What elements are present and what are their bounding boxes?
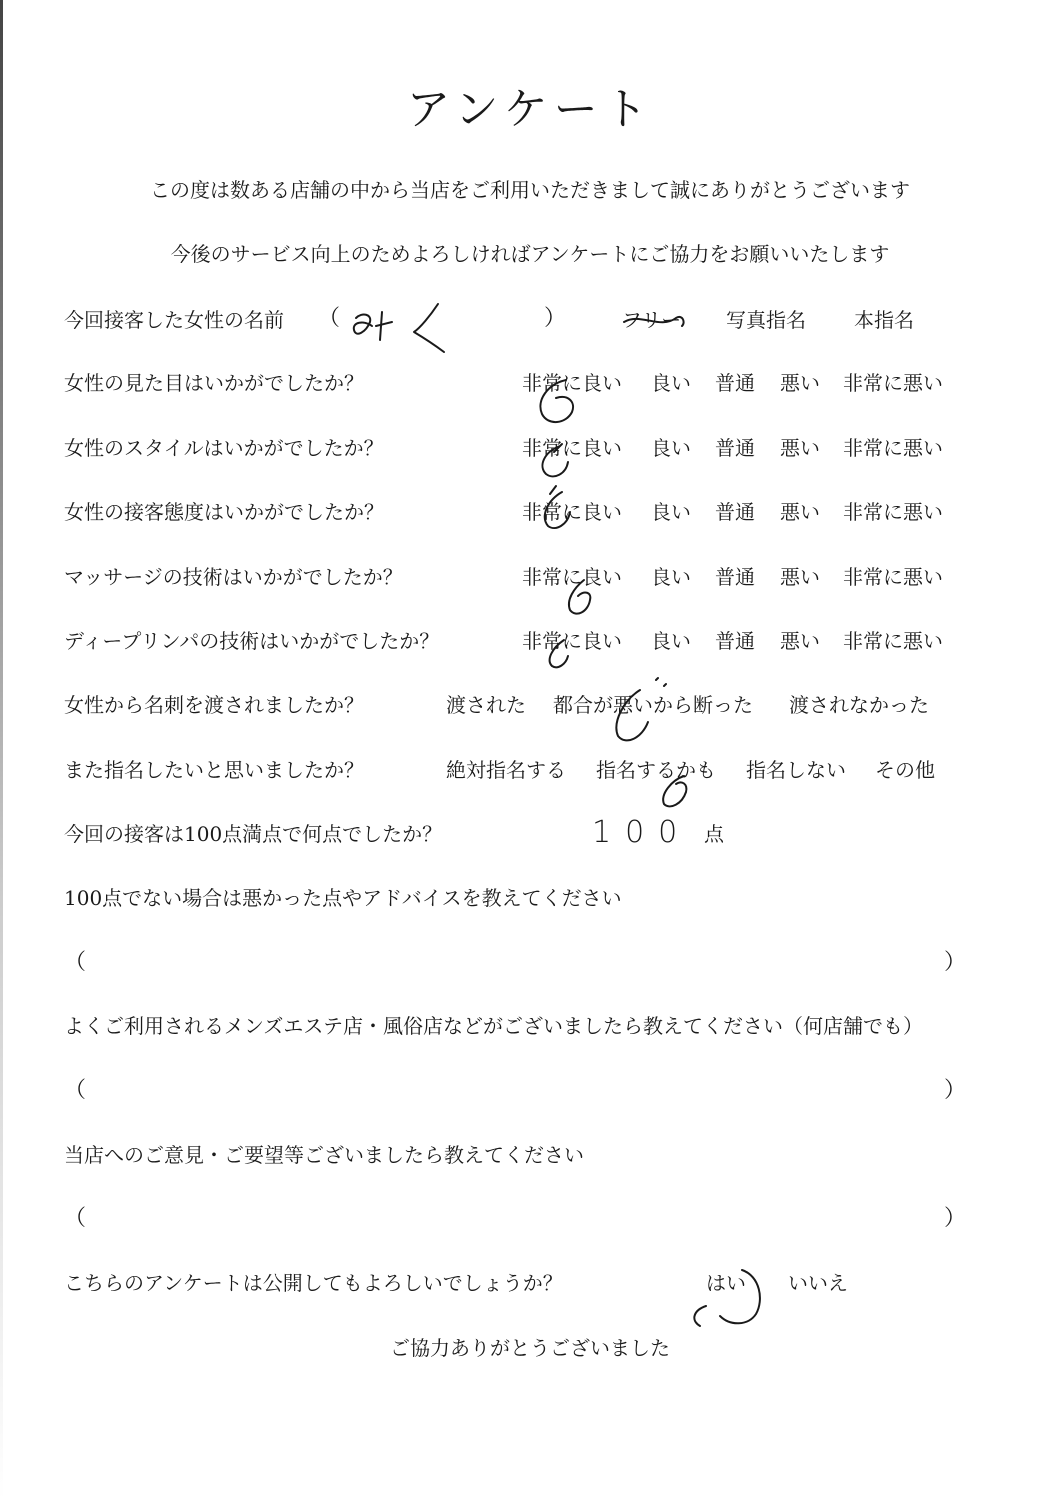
rating-option-good: 良い [651, 371, 691, 395]
page-title: アンケート [406, 84, 654, 135]
publish-question: こちらのアンケートは公開してもよろしいでしょうか？ [64, 1271, 563, 1295]
rating-option-very-good: 非常に良い [522, 371, 622, 395]
option-main-nomination: 本指名 [854, 308, 914, 332]
handwritten-score: 100 [592, 815, 692, 850]
again-question: また指名したいと思いましたか？ [64, 758, 364, 782]
again-option-definitely: 絶対指名する [446, 758, 566, 782]
again-option-other: その他 [875, 758, 935, 782]
rating-option-very-bad: 非常に悪い [843, 500, 943, 524]
again-option-no: 指名しない [746, 758, 846, 782]
rating-question-deep-lymph: ディープリンパの技術はいかがでしたか？ [64, 629, 440, 653]
score-unit: 点 [704, 822, 724, 846]
card-option-received: 渡された [446, 693, 526, 717]
thanks-text: ご協力ありがとうございました [390, 1336, 670, 1360]
intro-line-1: この度は数ある店舗の中から当店をご利用いただきまして誠にありがとうございます [150, 178, 910, 202]
rating-option-very-bad: 非常に悪い [843, 371, 943, 395]
name-question: 今回接客した女性の名前 [64, 308, 284, 332]
name-paren-open: （ [318, 306, 341, 331]
other-shops-paren-open: （ [64, 1078, 87, 1103]
rating-option-good: 良い [651, 565, 691, 589]
card-option-not-received: 渡されなかった [789, 693, 929, 717]
rating-question-appearance: 女性の見た目はいかがでしたか？ [64, 371, 364, 395]
rating-option-very-bad: 非常に悪い [843, 629, 943, 653]
option-photo-nomination: 写真指名 [726, 308, 806, 332]
rating-option-normal: 普通 [715, 565, 755, 589]
handwritten-name-mark [354, 304, 444, 352]
intro-line-2: 今後のサービス向上のためよろしければアンケートにご協力をお願いいたします [170, 242, 890, 266]
other-shops-question: よくご利用されるメンズエステ店・風俗店などがございましたら教えてください（何店舗でも） [64, 1014, 923, 1038]
rating-question-style: 女性のスタイルはいかがでしたか？ [64, 436, 384, 460]
rating-option-bad: 悪い [780, 436, 820, 460]
rating-option-very-bad: 非常に悪い [843, 565, 943, 589]
publish-option-no: いいえ [788, 1271, 848, 1295]
rating-option-good: 良い [651, 436, 691, 460]
opinion-paren-open: （ [64, 1206, 87, 1231]
scan-edge-shadow [0, 0, 3, 1500]
rating-option-very-good: 非常に良い [522, 565, 622, 589]
advice-paren-close: ） [944, 950, 967, 975]
rating-option-normal: 普通 [715, 371, 755, 395]
rating-option-bad: 悪い [780, 371, 820, 395]
option-free: フリー [622, 308, 682, 332]
rating-question-massage: マッサージの技術はいかがでしたか？ [64, 565, 403, 589]
again-option-maybe: 指名するかも [596, 758, 716, 782]
advice-paren-open: （ [64, 950, 87, 975]
rating-option-very-good: 非常に良い [522, 500, 622, 524]
other-shops-paren-close: ） [944, 1078, 967, 1103]
card-option-declined: 都合が悪いから断った [553, 693, 753, 717]
rating-option-good: 良い [651, 629, 691, 653]
publish-option-yes: はい [706, 1271, 746, 1295]
rating-question-attitude: 女性の接客態度はいかがでしたか？ [64, 500, 384, 524]
rating-option-very-good: 非常に良い [522, 629, 622, 653]
name-paren-close: ） [544, 306, 567, 331]
rating-option-very-good: 非常に良い [522, 436, 622, 460]
rating-option-normal: 普通 [715, 436, 755, 460]
score-question: 今回の接客は100点満点で何点でしたか？ [64, 822, 443, 846]
rating-option-normal: 普通 [715, 629, 755, 653]
opinion-question: 当店へのご意見・ご要望等ございましたら教えてください [64, 1143, 584, 1167]
rating-option-bad: 悪い [780, 629, 820, 653]
rating-option-good: 良い [651, 500, 691, 524]
rating-option-bad: 悪い [780, 565, 820, 589]
advice-question: 100点でない場合は悪かった点やアドバイスを教えてください [64, 886, 622, 910]
rating-option-very-bad: 非常に悪い [843, 436, 943, 460]
card-question: 女性から名刺を渡されましたか？ [64, 693, 364, 717]
rating-option-normal: 普通 [715, 500, 755, 524]
rating-option-bad: 悪い [780, 500, 820, 524]
opinion-paren-close: ） [944, 1206, 967, 1231]
